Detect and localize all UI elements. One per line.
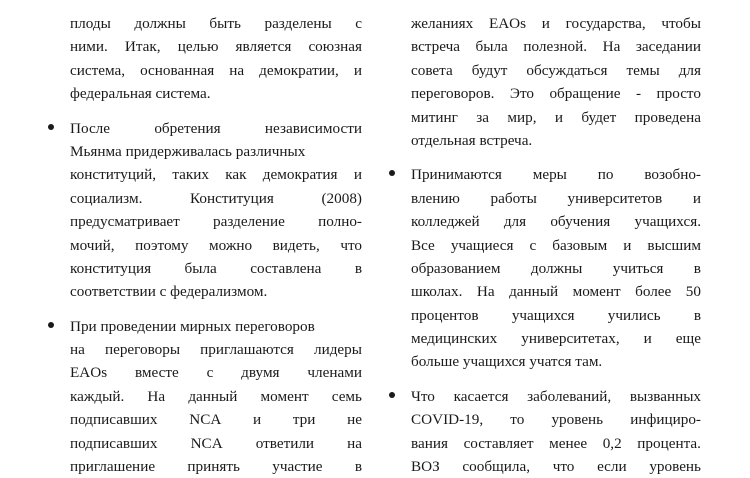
word: Что [411,387,435,405]
text-line [70,234,362,257]
word: три [292,411,316,429]
text-line [411,455,701,478]
word: приглашение [70,458,156,476]
word: уровень [551,411,604,429]
word: учащихся. [634,213,701,231]
word: то [510,411,525,429]
word: на [229,61,245,79]
text-line [411,35,701,58]
word: была [475,38,508,56]
right-intro-paragraph [411,12,701,152]
word: в [693,259,701,277]
word: проведена [634,108,701,126]
word: что [552,458,575,476]
word: будет [581,108,617,126]
word: влению [411,189,460,207]
word: университетах, [521,330,620,348]
word: подписавших [70,434,158,452]
word: COVID-19, [411,411,484,429]
word: федеральная система. [70,85,211,103]
word: данный [188,387,238,405]
word: На [476,283,495,301]
text-line [70,385,362,408]
bullet-item [70,315,362,478]
text-line [70,257,362,280]
word: ВОЗ [411,458,440,476]
word: просто [656,85,701,103]
text-line [70,117,362,140]
word: - [635,85,642,103]
text-line [411,129,701,152]
word: школах. [411,283,463,301]
bullet-item [411,163,701,374]
text-line [70,12,362,35]
word: ответили [255,434,315,452]
word: касается [453,387,509,405]
text-line [411,234,701,257]
bullet-dot-icon [389,170,395,176]
word: университетов [567,189,663,207]
text-line [411,385,701,408]
word: момент [260,387,309,405]
word: быть [209,15,241,32]
word: и [541,15,550,32]
word: основанная [140,61,215,79]
word: 50 [685,283,701,301]
word: каждый. [70,387,125,405]
text-line [70,163,362,186]
word: учащихся [511,306,575,324]
word: разделены [264,15,332,32]
word: колледжей [411,213,480,231]
word: видеть, [272,236,320,254]
word: более [635,283,672,301]
text-line [411,59,701,82]
word: обучения [550,213,611,231]
text-line [411,82,701,105]
word: высшим [647,236,701,254]
word: социализм. [70,189,143,207]
word: с [206,364,214,382]
text-line [70,35,362,58]
word: не [347,411,362,429]
word: вызванных [629,387,701,405]
word: и [692,189,701,207]
text-line [411,280,701,303]
word: должны [134,15,186,32]
right-bullet-list [411,152,701,478]
word: мочий, [70,236,115,254]
word: демократии, [259,61,339,79]
text-line [70,338,362,361]
word: вместе [134,364,179,382]
word: по [597,166,614,184]
right-column [411,12,701,478]
word: EAOs [70,364,108,382]
word: EAOs [488,15,527,32]
word: желаниях [411,15,474,32]
word: Итак, [124,38,161,56]
word: и [353,166,362,184]
word: темы [626,61,660,79]
word: процента. [637,434,701,452]
word: момент [572,283,621,301]
word: является [235,38,292,56]
word: медицинских [411,330,498,348]
word: принять [187,458,240,476]
word: обретения [154,119,221,137]
word: сообщила, [462,458,531,476]
text-line [411,432,701,455]
word: После [70,119,111,137]
word: приглашаются [200,341,294,359]
word: и [353,61,362,79]
left-intro-paragraph [70,12,362,106]
left-column [70,12,362,478]
text-line [70,408,362,431]
word: обсуждаться [526,61,608,79]
word: (2008) [321,189,362,207]
word: заболеваний, [527,387,612,405]
word: с [355,15,362,32]
word: в [693,306,701,324]
word: поэтому [135,236,189,254]
word: союзная [308,38,362,56]
word: Конституция [190,189,274,207]
word: и [643,330,652,348]
word: Мьянма придерживалась различных [70,142,306,160]
word: с [529,236,537,254]
word: митинг [411,108,458,126]
text-line [70,59,362,82]
word: NCA [189,411,222,429]
word: двумя [241,364,280,382]
text-line [70,361,362,384]
word: ними. [70,38,108,56]
word: система, [70,61,126,79]
word: больше учащихся учатся там. [411,353,603,371]
bullet-dot-icon [389,392,395,398]
word: 0,2 [602,434,622,452]
word: На [147,387,166,405]
word: базовым [552,236,608,254]
word: меры [532,166,567,184]
left-bullet-list [70,106,362,478]
word: демократия [262,166,338,184]
text-line [70,280,362,303]
text-line [411,106,701,129]
word: мир, [507,108,537,126]
word: была [184,259,217,277]
word: если [597,458,627,476]
word: менее [549,434,588,452]
word: целью [177,38,219,56]
word: При проведении мирных переговоров [70,317,315,335]
text-line [70,187,362,210]
word: соответствии с федерализмом. [70,283,268,301]
word: заседании [635,38,701,56]
word: конституция [70,259,152,277]
word: и [554,108,564,126]
text-line [411,408,701,431]
word: NCA [190,434,223,452]
word: вания [411,434,448,452]
word: учились [607,306,661,324]
text-line [411,350,701,373]
word: можно [209,236,253,254]
text-line [411,327,701,350]
text-line [70,82,362,105]
word: встреча [411,38,460,56]
word: в [354,259,362,277]
word: семь [331,387,362,405]
bullet-item [70,117,362,304]
word: и [623,236,632,254]
word: членами [307,364,362,382]
text-line [411,257,701,280]
word: процентов [411,306,479,324]
word: предусматривает [70,213,180,231]
word: для [678,61,701,79]
word: будут [471,61,508,79]
bullet-item [411,385,701,478]
word: Это [509,85,534,103]
word: участие [272,458,323,476]
word: подписавших [70,411,158,429]
word: совета [411,61,453,79]
bullet-dot-icon [48,322,54,328]
word: государства, [565,15,646,32]
word: независимости [264,119,362,137]
word: составляет [463,434,534,452]
word: полно- [318,213,362,231]
word: для [503,213,527,231]
word: как [225,166,247,184]
word: на [70,341,85,359]
word: переговоров. [411,85,495,103]
text-line [411,210,701,233]
bullet-dot-icon [48,124,54,130]
word: полезной. [523,38,588,56]
text-line [411,304,701,327]
word: за [476,108,489,126]
text-line [70,315,362,338]
word: Принимаются [411,166,502,184]
text-line [411,163,701,186]
word: на [347,434,362,452]
word: должны [530,259,583,277]
text-line [411,187,701,210]
word: инфициро- [630,411,701,429]
word: переговоры [104,341,181,359]
word: учащиеся [450,236,514,254]
text-line [411,12,701,35]
text-line [70,432,362,455]
word: Все [411,236,435,254]
word: уровень [649,458,701,476]
word: образованием [411,259,501,277]
word: плоды [70,15,111,32]
word: таких [172,166,209,184]
word: учиться [612,259,664,277]
word: чтобы [661,15,701,32]
text-line [70,140,362,163]
word: На [602,38,621,56]
word: конституций, [70,166,157,184]
word: составлена [250,259,322,277]
word: отдельная встреча. [411,131,533,149]
text-line [70,210,362,233]
word: что [340,236,362,254]
word: разделение [213,213,285,231]
word: и [253,411,262,429]
word: обращение [549,85,621,103]
word: лидеры [313,341,362,359]
word: еще [675,330,701,348]
word: возобно- [644,166,701,184]
word: данный [509,283,559,301]
word: в [354,458,362,476]
word: работы [490,189,537,207]
text-line [70,455,362,478]
